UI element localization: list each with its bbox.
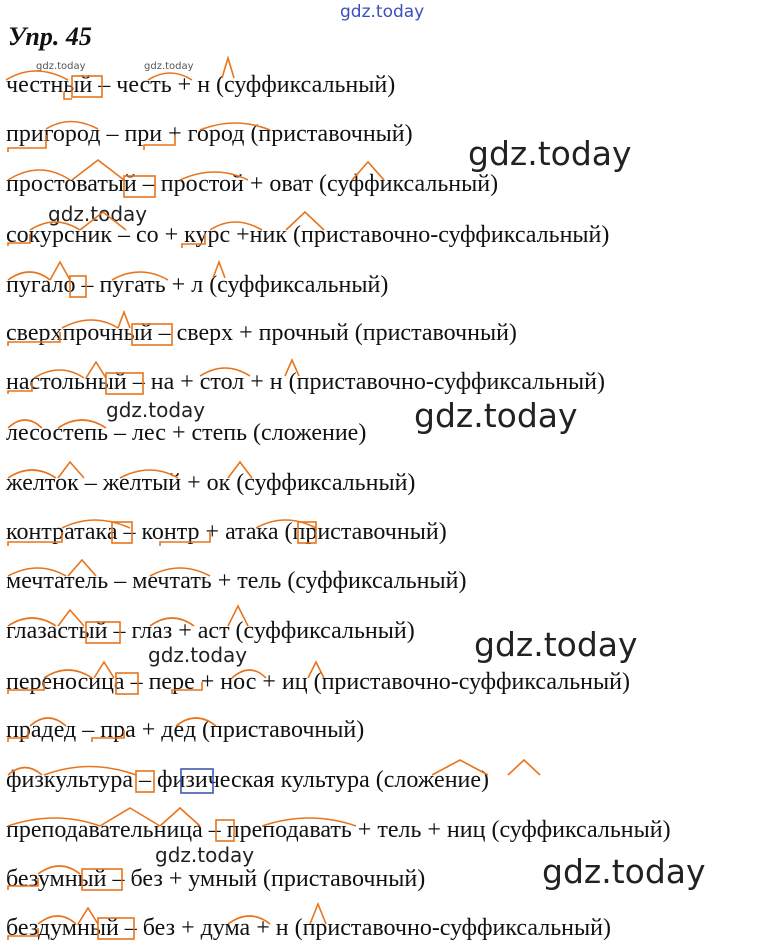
row-18: бездумный – без + дума + н (приставочно-суффиксальный) [6, 915, 611, 941]
watermark-tiny-2: gdz.today [144, 61, 194, 72]
watermark-tiny-1: gdz.today [36, 61, 86, 72]
suffix-mark [508, 760, 540, 775]
row-1: честный – честь + н (суффиксальный) [6, 72, 396, 98]
row-5: пугало – пугать + л (суффиксальный) [6, 272, 389, 298]
row-10: контратака – контр + атака (приставочный) [6, 519, 447, 545]
row-14: прадед – пра + дед (приставочный) [6, 717, 365, 743]
watermark-top: gdz.today [340, 2, 425, 22]
watermark-big-2: gdz.today [414, 396, 578, 435]
row-3: простоватый – простой + оват (суффиксальный) [6, 171, 499, 197]
row-15: физкультура – физическая культура (сложение) [6, 767, 490, 793]
watermark-big-1: gdz.today [468, 134, 632, 173]
row-9: желток – желтый + ок (суффиксальный) [6, 470, 416, 496]
row-13: переносица – пере + нос + иц (приставочно-суффиксальный) [6, 669, 630, 695]
watermark-small-1: gdz.today [48, 202, 148, 226]
row-16: преподавательница – преподавать + тель + ниц (суффиксальный) [6, 817, 671, 843]
watermark-big-4: gdz.today [542, 852, 706, 891]
row-8: лесостепь – лес + степь (сложение) [6, 420, 367, 446]
row-11: мечтатель – мечтать + тель (суффиксальный) [6, 568, 467, 594]
watermark-big-3: gdz.today [474, 625, 638, 664]
row-12: глазастый – глаз + аст (суффиксальный) [6, 618, 415, 644]
row-4: сокурсник – со + курс +ник (приставочно-суффиксальный) [6, 222, 610, 248]
watermark-small-3: gdz.today [148, 643, 248, 667]
watermark-small-4: gdz.today [155, 843, 255, 867]
row-2: пригород – при + город (приставочный) [6, 121, 413, 147]
row-6: сверхпрочный – сверх + прочный (приставочный) [6, 320, 517, 346]
watermark-small-2: gdz.today [106, 398, 206, 422]
row-17: безумный – без + умный (приставочный) [6, 866, 426, 892]
row-7: настольный – на + стол + н (приставочно-суффиксальный) [6, 369, 605, 395]
exercise-title: Упр. 45 [8, 22, 92, 51]
